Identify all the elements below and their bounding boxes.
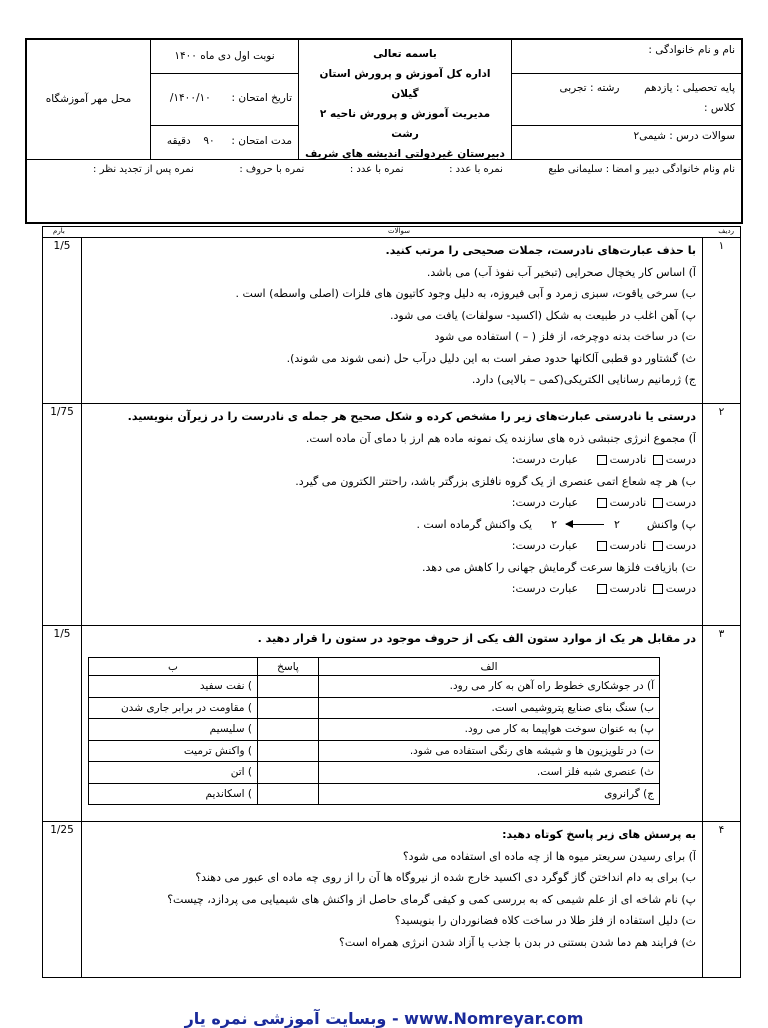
table-row [89,740,660,762]
question-title: درستی یا نادرستی عبارت‌های زیر را مشخص کرده و شکل صحیح هر جمله ی نادرست را در زیرآن بنویسید. [127,410,696,423]
table-row [89,762,660,784]
column-b-cell: ) واکنش ترمیت [89,740,258,762]
question-number: ۲ [702,404,740,625]
true-label: درست [665,539,696,552]
column-a-cell: ب) سنگ بنای صنایع پتروشیمی است. [319,697,660,719]
student-name-cell [511,40,741,74]
question-number: ۱ [702,238,740,403]
true-label: درست [665,582,696,595]
q1-item-b: ب) سرخی یاقوت، سبزی زمرد و آبی فیروزه، به دلیل وجود کاتیون های فلزات (اصلی واسطه) است . [235,287,696,300]
true-label: درست [665,453,696,466]
false-checkbox[interactable] [597,498,607,508]
reaction-arrow-icon [566,524,604,525]
true-checkbox[interactable] [653,584,663,594]
questions-header: سوالات [387,227,410,235]
question-4 [42,822,741,978]
true-checkbox[interactable] [653,455,663,465]
class-label: کلاس : [704,102,735,114]
matching-table-header [89,658,660,676]
false-label: نادرست [609,496,647,509]
answer-column-header: پاسخ [258,658,319,676]
table-row [89,676,660,698]
exam-date-value: ۱۴۰۰/۱۰/ [169,92,211,104]
exam-header [25,38,743,224]
exam-date-label: تاریخ امتحان : [231,92,292,104]
duration-value: ۹۰ [203,135,215,147]
duration-cell [150,126,298,160]
q1-item-e: ث) گشتاور دو قطبی آلکانها حدود صفر است به این دلیل درآب حل (نمی شوند می شوند). [286,351,696,365]
column-a-cell: آ) در جوشکاری خطوط راه آهن به کار می رود. [319,676,660,698]
q2-answer-b [87,492,696,514]
grade-cell [511,74,741,126]
duration-unit: دقیقه [166,135,191,147]
false-checkbox[interactable] [597,455,607,465]
question-score: 1/75 [43,404,82,625]
questions-table-header [42,226,741,238]
q1-item-f: ج) ژرمانیم رسانایی الکتریکی(کمی – بالایی) دارد. [471,373,696,386]
q4-item-b: ب) برای به دام انداختن گاز گوگرد دی اکسید خارج شده از نیروگاه ها آن را از روی چه ماده ای عبور می دهند؟ [195,871,696,884]
question-number: ۳ [702,626,740,821]
question-title: به پرسش های زیر پاسخ کوتاه دهید: [502,828,696,841]
score-row [33,164,735,175]
matching-table [88,657,660,805]
reaction-suffix: یک واکنش گرماده است . [416,517,533,531]
bismillah: باسمه تعالی [373,48,437,60]
teacher-label: نام ونام خانوادگی دبیر و امضا : سلیمانی طبع [548,164,735,175]
score-header: بارم [53,227,65,235]
question-title: با حذف عبارت‌های نادرست، جملات صحیحی را مرتب کنید. [385,244,696,257]
reaction-coef-1: ۲ [613,517,620,531]
q2-item-c [87,514,696,536]
q1-item-c: پ) آهن اغلب در طبیعت به شکل (اکسید- سولفات) یافت می شود. [390,308,696,322]
exam-date-cell [150,74,298,126]
field-label: رشته : تجربی [559,82,620,94]
false-label: نادرست [609,582,647,595]
column-b-cell: ) مقاومت در برابر جاری شدن [89,697,258,719]
answer-cell[interactable] [258,783,319,805]
reaction-coef-2: ۲ [551,517,557,531]
subject-cell [511,126,741,160]
column-a-cell: ث) عنصری شبه فلز است. [319,762,660,784]
column-b-cell: ) اسکاندیم [89,783,258,805]
answer-cell[interactable] [258,740,319,762]
column-b-cell: ) نفت سفید [89,676,258,698]
score-review-label: نمره پس از تجدید نظر : [93,164,194,175]
school-line-3: دبیرستان غیردولتی اندیشه های شریف [305,148,505,160]
true-checkbox[interactable] [653,541,663,551]
correct-label: عبارت درست: [511,496,579,509]
exam-round: نوبت اول دی ماه ۱۴۰۰ [174,50,275,62]
score-letters-label: نمره با حروف : [239,164,305,175]
subject-label: سوالات درس : شیمی۲ [633,130,735,142]
column-a-cell: پ) به عنوان سوخت هواپیما به کار می رود. [319,719,660,741]
answer-cell[interactable] [258,697,319,719]
student-name-label: نام و نام خانوادگی : [648,44,735,56]
reaction-prefix: پ) واکنش [646,517,696,531]
correct-label: عبارت درست: [511,539,579,552]
table-row [89,697,660,719]
answer-cell[interactable] [258,762,319,784]
row-header: ردیف [718,227,734,235]
school-line-2: مدیریت آموزش و پرورش ناحیه ۲ رشت [319,108,491,140]
q4-item-c: پ) نام شاخه ای از علم شیمی که به بررسی کمی و کیفی گرمای حاصل از واکنش های شیمیایی می پردازد، چیست؟ [167,892,696,906]
q2-item-d: ت) بازیافت فلزها سرعت گرمایش جهانی را کاهش می دهد. [422,560,696,574]
correct-label: عبارت درست: [511,453,579,466]
column-b-cell: ) اتن [89,762,258,784]
true-checkbox[interactable] [653,498,663,508]
q4-item-d: ت) دلیل استفاده از فلز طلا در ساخت کلاه فضانوردان را بنویسید؟ [394,914,696,927]
column-a-cell: ت) در تلویزیون ها و شیشه های رنگی استفاده می شود. [319,740,660,762]
column-a-cell: ج) گرانروی [319,783,660,805]
false-label: نادرست [609,453,647,466]
q4-item-e: ث) فرایند هم دما شدن بستنی در بدن با جذب یا آزاد شدن انرژی همراه است؟ [339,935,696,949]
answer-cell[interactable] [258,719,319,741]
correct-label: عبارت درست: [511,582,579,595]
q2-answer-c [87,535,696,557]
q1-item-a: آ) اساس کار یخچال صحرایی (تبخیر آب نفوذ آب) می باشد. [426,265,696,279]
exam-round-cell [150,40,298,74]
question-number: ۴ [702,822,740,977]
school-line-1: اداره کل آموزش و پرورش استان گیلان [319,68,491,100]
true-label: درست [665,496,696,509]
duration-label: مدت امتحان : [231,135,292,147]
q2-answer-a [87,449,696,471]
question-score: 1/5 [43,626,82,821]
table-row [89,719,660,741]
question-1 [42,238,741,404]
grade-label: پایه تحصیلی : یازدهم [644,82,735,94]
stamp-cell [27,40,150,160]
q4-item-a: آ) برای رسیدن سریعتر میوه ها از چه ماده ای استفاده می شود؟ [402,849,696,863]
score-number-label-2: نمره با عدد : [349,164,404,175]
false-checkbox[interactable] [597,541,607,551]
table-row [89,783,660,805]
website-footer: www.Nomreyar.com - وبسایت آموزشی نمره یار [184,1009,584,1028]
question-score: 1/5 [43,238,82,403]
q2-answer-d [87,578,696,600]
q2-item-a: آ) مجموع انرژی جنبشی ذره های سازنده یک نمونه ماده هم ارز با دمای آن ماده است. [305,431,696,445]
questions-table [42,226,741,978]
q2-item-b: ب) هر چه شعاع اتمی عنصری از یک گروه نافلزی بزرگتر باشد، راحتتر الکترون می گیرد. [295,474,696,488]
column-b-header: ب [89,658,258,676]
question-title: در مقابل هر یک از موارد ستون الف یکی از حروف موجود در ستون را قرار دهید . [257,632,696,645]
score-number-label: نمره با عدد : [449,164,503,175]
column-a-header: الف [319,658,660,676]
question-2 [42,404,741,626]
answer-cell[interactable] [258,676,319,698]
question-score: 1/25 [43,822,82,977]
q1-item-d: ت) در ساخت بدنه دوچرخه، از فلز ( – ) استفاده می شود [434,330,696,343]
false-label: نادرست [609,539,647,552]
column-b-cell: ) سلیسیم [89,719,258,741]
false-checkbox[interactable] [597,584,607,594]
school-cell [298,40,511,160]
school-stamp-label: محل مهر آموزشگاه [45,93,132,105]
